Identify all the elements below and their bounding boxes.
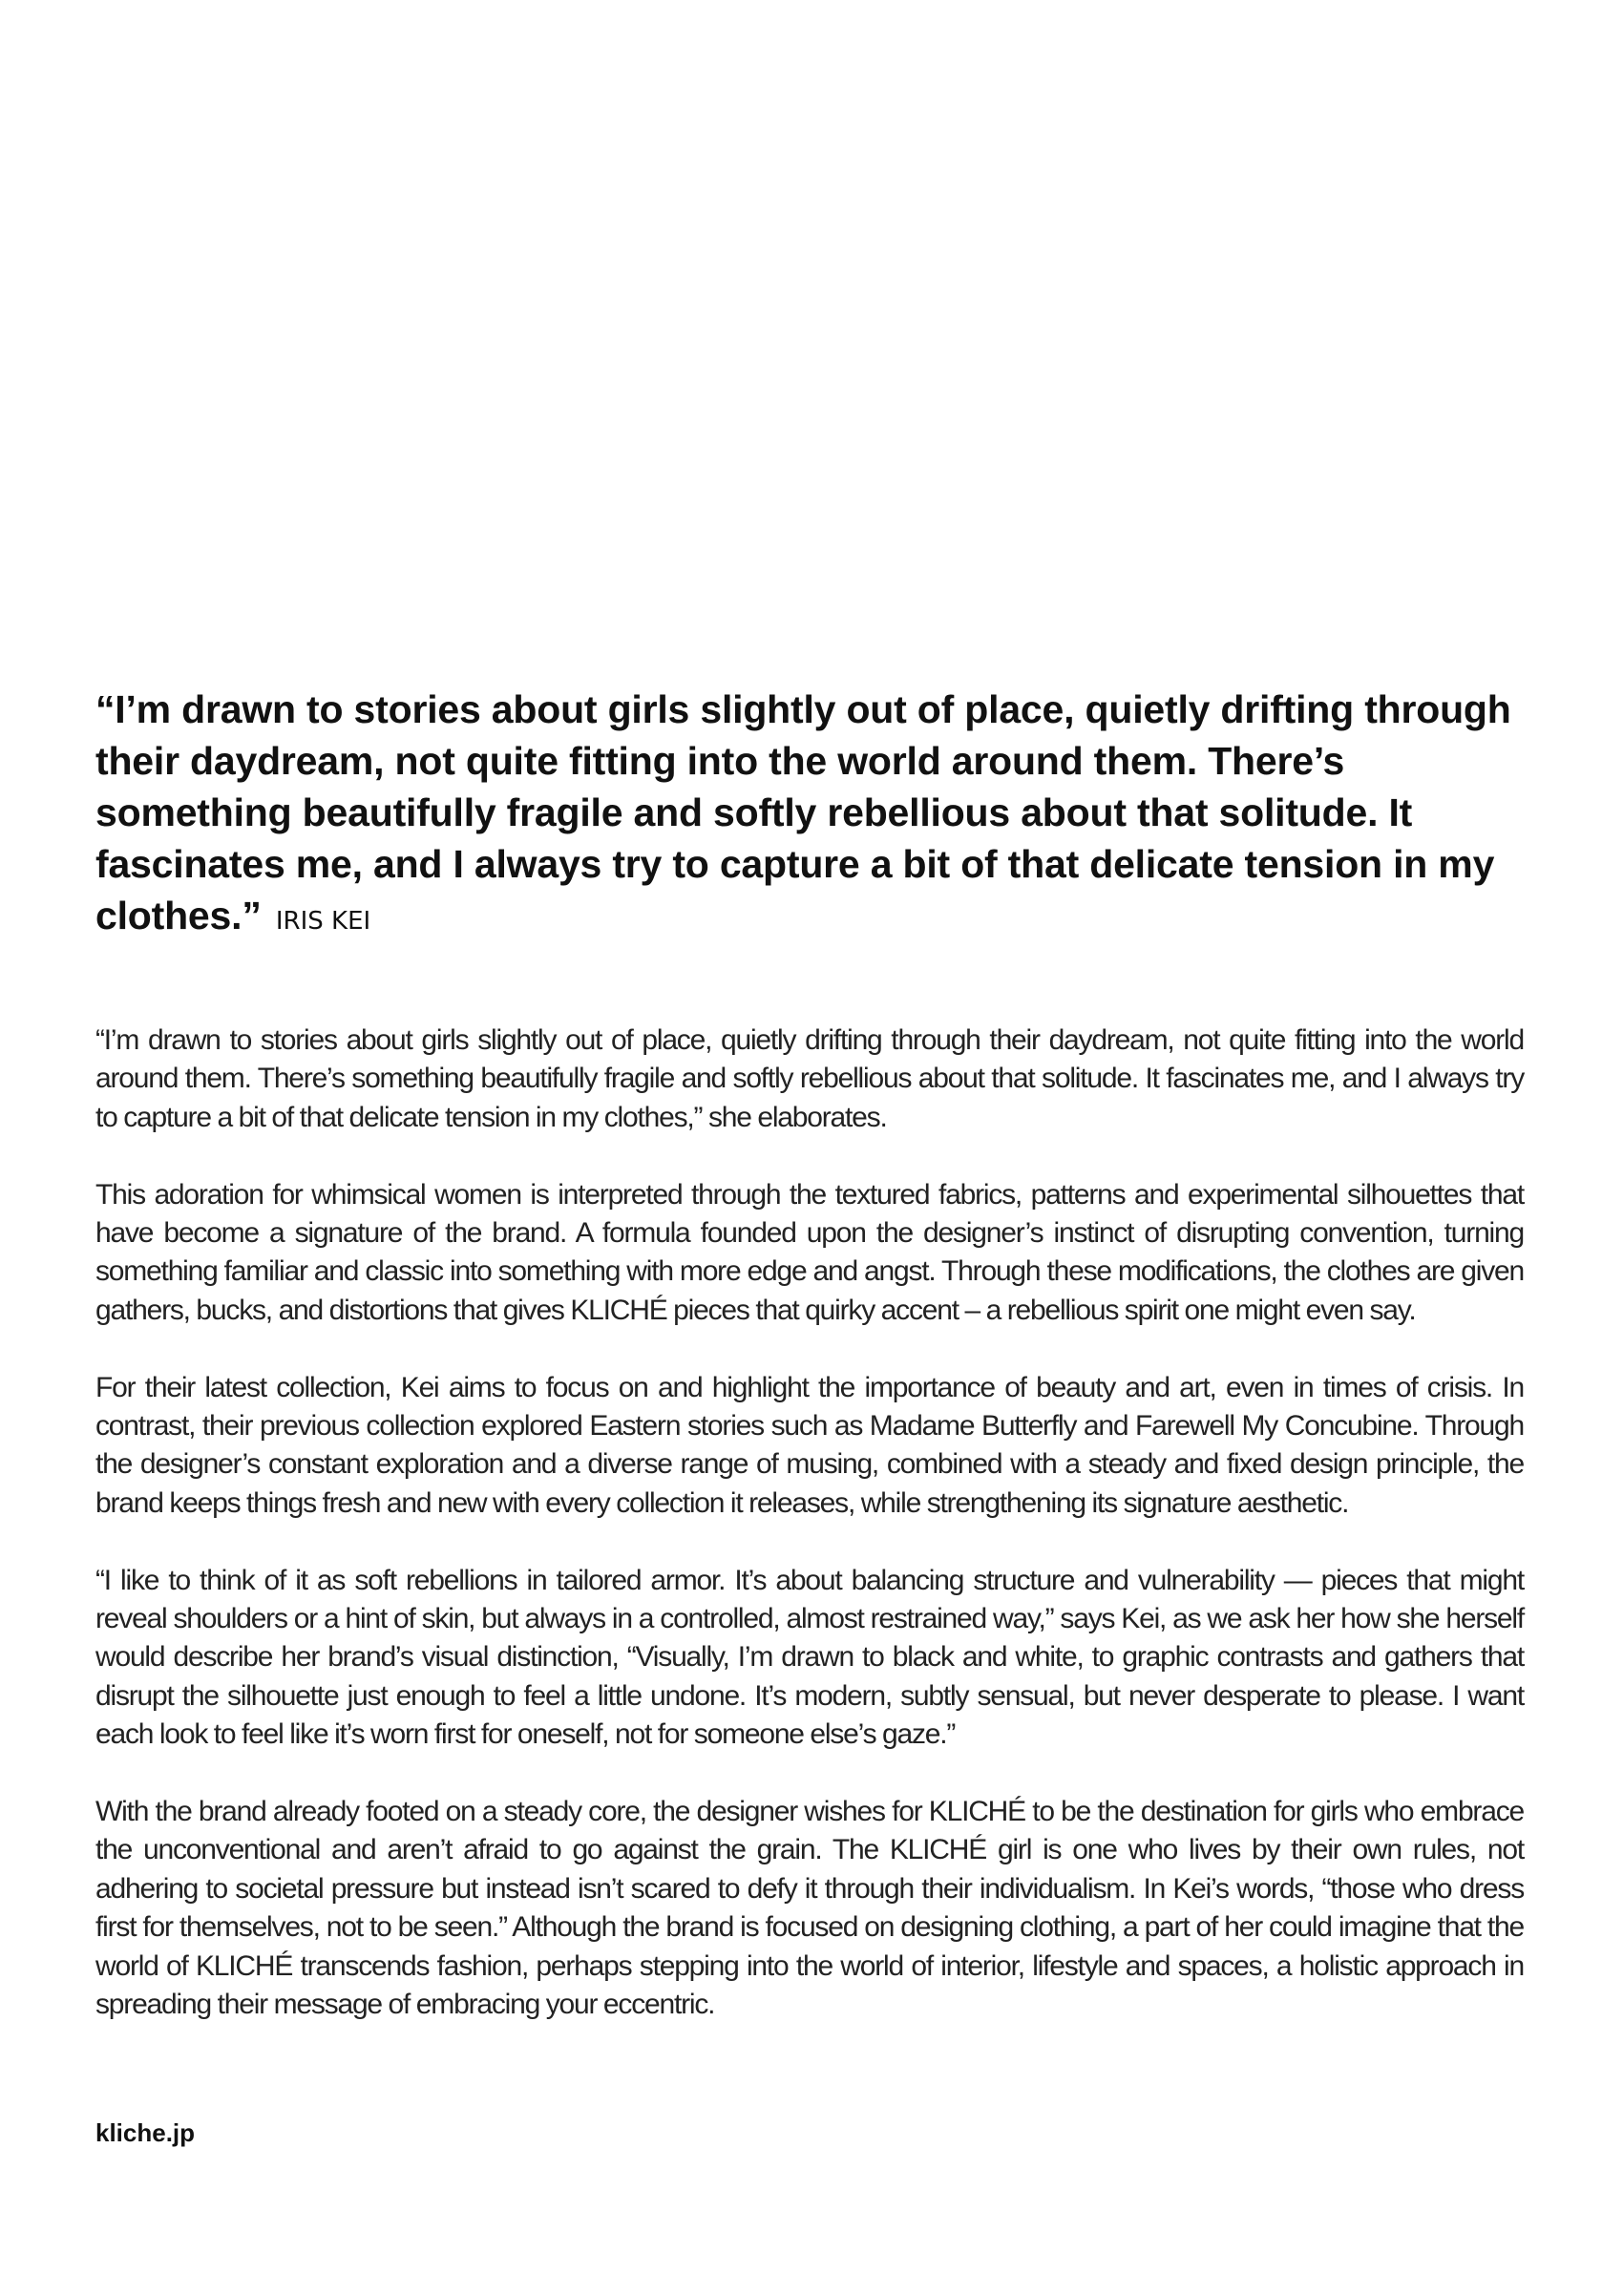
article-paragraph: With the brand already footed on a steady core, the designer wishes for KLICHÉ to be the destination for girls who embrace the unconventional and aren’t afraid to go against the grain. The KLICHÉ girl is one who lives by their own rules, not adhering to societal pressure but instead isn’t scared to defy it through their individualism. In Kei’s words, “those who dress first for themselves, not to be seen.” Although the brand is focused on designing clothing, a part of her could imagine that the world of KLICHÉ transcends fashion, perhaps stepping into the world of interior, lifestyle and spaces, a holistic approach in spreading their message of embracing your eccentric. bbox=[95, 1796, 1524, 2021]
article-body bbox=[95, 1022, 1524, 2063]
pull-quote-attribution: IRIS KEI bbox=[275, 907, 371, 936]
pull-quote bbox=[95, 684, 1528, 947]
article-paragraph: “I like to think of it as soft rebellions in tailored armor. It’s about balancing structure and vulnerability — pieces that might reveal shoulders or a hint of skin, but always in a controlled, almost restrained way,” says Kei, as we ask her how she herself would describe her brand’s visual distinction, “Visually, I’m drawn to black and white, to graphic contrasts and gathers that disrupt the silhouette just enough to feel a little undone. It’s modern, subtly sensual, but never desperate to please. I want each look to feel like it’s worn first for oneself, not for someone else’s gaze.” bbox=[95, 1564, 1524, 1751]
pull-quote-text: “I’m drawn to stories about girls slightly out of place, quietly drifting through their daydream, not quite fitting into the world around them. There’s something beautifully fragile and softly rebellious about that solitude. It fascinates me, and I always try to capture a bit of that delicate tension in my clothes.” bbox=[95, 687, 1511, 937]
website-link[interactable]: kliche.jp bbox=[95, 2118, 196, 2147]
article-paragraph: “I’m drawn to stories about girls slightly out of place, quietly drifting through their daydream, not quite fitting into the world around them. There’s something beautifully fragile and softly rebellious about that solitude. It fascinates me, and I always try to capture a bit of that delicate tension in my clothes,” she elaborates. bbox=[95, 1024, 1524, 1133]
article-paragraph: For their latest collection, Kei aims to focus on and highlight the importance of beauty and art, even in times of crisis. In contrast, their previous collection explored Eastern stories such as Madame Butterfly and Farewell My Concubine. Through the designer’s constant exploration and a diverse range of musing, combined with a steady and fixed design principle, the brand keeps things fresh and new with every collection it releases, while strengthening its signature aesthetic. bbox=[95, 1371, 1524, 1519]
article-paragraph: This adoration for whimsical women is interpreted through the textured fabrics, patterns and experimental silhouettes that have become a signature of the brand. A formula founded upon the designer’s instinct of disrupting convention, turning something familiar and classic into something with more edge and angst. Through these modifications, the clothes are given gathers, bucks, and distortions that gives KLICHÉ pieces that quirky accent – a rebellious spirit one might even say. bbox=[95, 1178, 1524, 1326]
